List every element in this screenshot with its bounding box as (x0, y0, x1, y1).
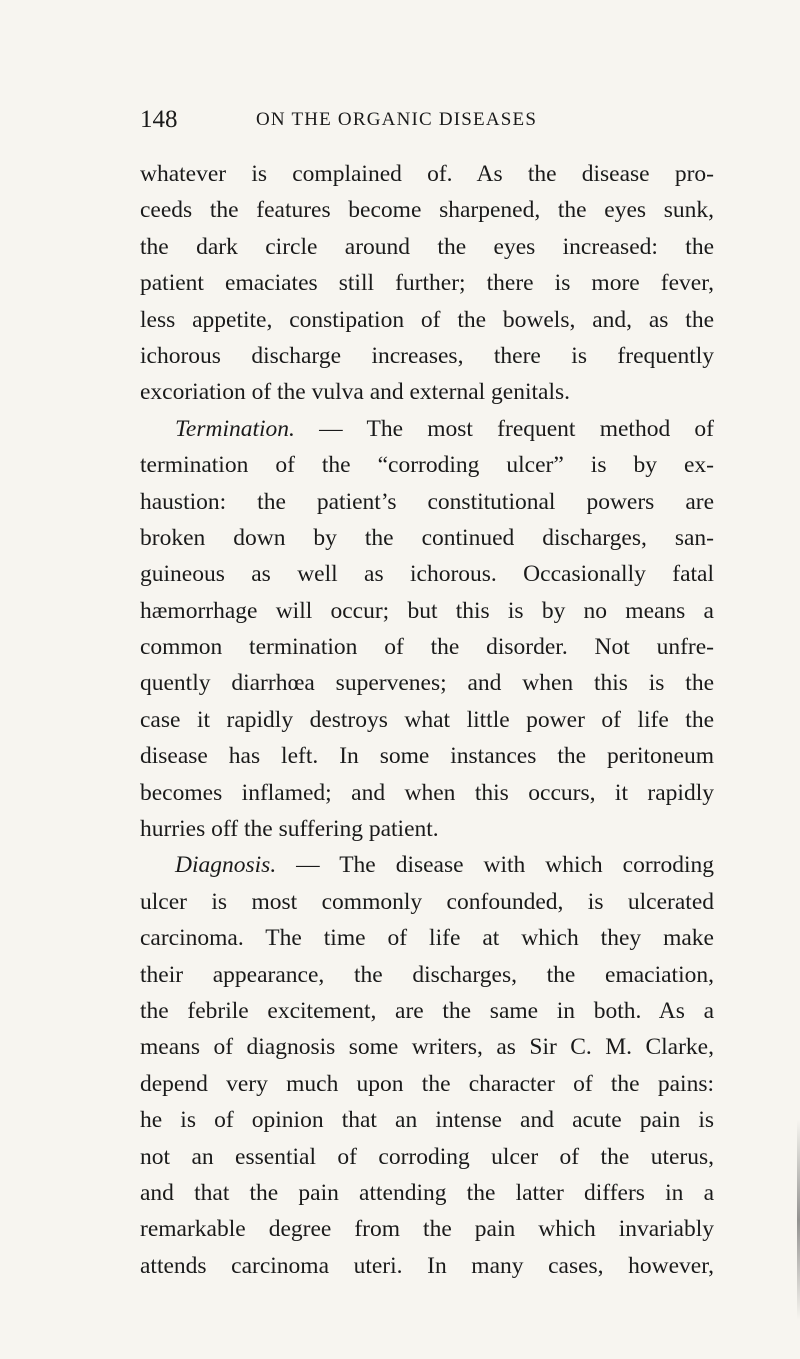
text-line: carcinoma. The time of life at which they make (140, 925, 714, 952)
body-text (140, 156, 714, 1284)
text-line: less appetite, constipation of the bowels, and, as the (140, 306, 714, 333)
text-line: excoriation of the vulva and external genitals. (140, 379, 571, 406)
text-line: he is of opinion that an intense and acute pain is (140, 1107, 714, 1134)
text-line: the dark circle around the eyes increased: the (140, 233, 714, 260)
text-line: quently diarrhœa supervenes; and when this is the (140, 670, 714, 697)
text-line: guineous as well as ichorous. Occasionally fatal (140, 561, 714, 588)
text-line: ulcer is most commonly confounded, is ulcerated (140, 888, 714, 915)
text-line: ceeds the features become sharpened, the eyes sunk, (140, 197, 714, 224)
text-line: depend very much upon the character of the pains: (140, 1070, 714, 1097)
text-line: patient emaciates still further; there is more fever, (140, 270, 714, 297)
text-line: broken down by the continued discharges, san- (140, 524, 714, 551)
text-line: becomes inflamed; and when this occurs, it rapidly (140, 779, 714, 806)
section-heading-termination: Termination. (175, 415, 295, 442)
text-line: hæmorrhage will occur; but this is by no means a (140, 597, 714, 624)
text-line: hurries off the suffering patient. (140, 816, 439, 843)
text-line: whatever is complained of. As the disease pro- (140, 161, 714, 187)
text-line: the febrile excitement, are the same in both. As a (140, 997, 714, 1024)
text-line: case it rapidly destroys what little power of life the (140, 706, 714, 733)
text-line-heading (140, 411, 714, 447)
heading-line-rest: — The most frequent method of (294, 415, 714, 442)
text-line: disease has left. In some instances the peritoneum (140, 743, 714, 770)
text-line: their appearance, the discharges, the emaciation, (140, 961, 714, 988)
paragraph-symptoms (140, 156, 714, 411)
running-head: ON THE ORGANIC DISEASES (256, 109, 538, 130)
section-heading-diagnosis: Diagnosis. (175, 852, 277, 879)
text-line: termination of the “corroding ulcer” is by ex- (140, 452, 714, 479)
text-line-heading (140, 847, 714, 883)
page-header (140, 102, 700, 138)
text-line: and that the pain attending the latter differs in a (140, 1179, 714, 1206)
text-line: ichorous discharge increases, there is frequently (140, 342, 714, 369)
text-line: remarkable degree from the pain which invariably (140, 1216, 714, 1243)
text-line: attends carcinoma uteri. In many cases, however, (140, 1252, 714, 1279)
text-line: haustion: the patient’s constitutional powers are (140, 488, 714, 515)
paragraph-diagnosis (140, 847, 714, 1284)
text-line: not an essential of corroding ulcer of the uterus, (140, 1143, 714, 1170)
text-line: common termination of the disorder. Not unfre- (140, 634, 714, 661)
text-line: means of diagnosis some writers, as Sir C. M. Clarke, (140, 1034, 714, 1061)
page-number: 148 (140, 106, 178, 133)
heading-line-rest: — The disease with which corroding (276, 852, 714, 879)
paragraph-termination (140, 411, 714, 848)
